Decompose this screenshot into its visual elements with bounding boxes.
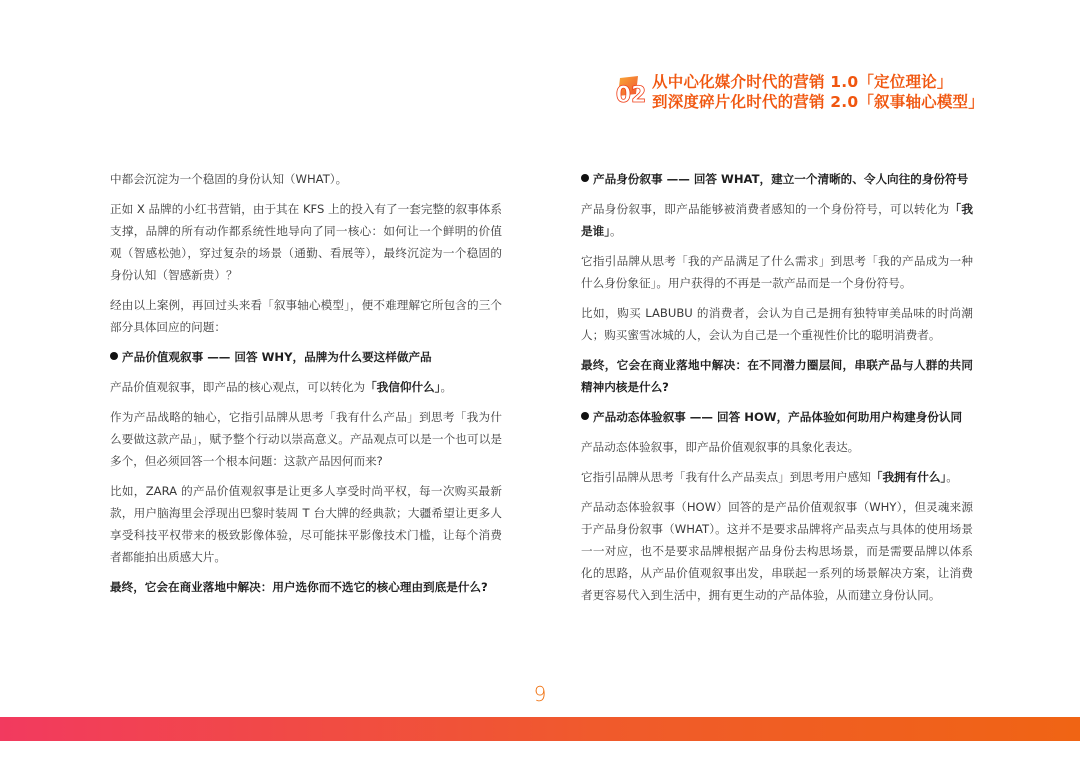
subsection-heading [110,346,502,368]
paragraph: 产品动态体验叙事（HOW）回答的是产品价值观叙事（WHY），但灵魂来源于产品身份叙事（WHAT）。这并不是要求品牌将产品卖点与具体的使用场景一一对应，也不是要求品牌根据产品身份去构思场景，而是需要品牌以体系化的思路，从产品价值观叙事出发，串联起一系列的场景解决方案，让消费者更容易代入到生活中，拥有更生动的产品体验，从而建立身份认同。 [581,500,973,602]
paragraph: 比如，ZARA 的产品价值观叙事是让更多人享受时尚平权，每一次购买最新款，用户脑海里会浮现出巴黎时装周 T 台大牌的经典款；大疆希望让更多人享受科技平权带来的极致影像体验，尽可能抹平影像技术门槛，让每个消费者都能拍出质感大片。 [110,484,502,564]
bullet-icon [110,352,118,360]
badge-02-icon [612,74,650,110]
section-title [652,72,1012,112]
left-column [110,168,502,606]
section-title-line-2: 到深度碎片化时代的营销 2.0「叙事轴心模型」 [652,93,984,111]
paragraph: 它指引品牌从思考「我的产品满足了什么需求」到思考「我的产品成为一种什么身份象征」。用户获得的不再是一款产品而是一个身份符号。 [581,254,973,290]
footer-gradient-bar [0,717,1080,741]
paragraph: 中都会沉淀为一个稳固的身份认知（WHAT）。 [110,172,348,186]
badge-number: 02 [615,83,647,108]
paragraph: 正如 X 品牌的小红书营销，由于其在 KFS 上的投入有了一套完整的叙事体系支撑，品牌的所有动作都系统性地导向了同一核心：如何让一个鲜明的价值观（智感松弛），穿过复杂的场景（通勤、看展等），最终沉淀为一个稳固的身份认知（智感新贵）？ [110,202,502,282]
paragraph-end: 。 [946,470,958,484]
subsection-heading [581,168,973,190]
page-number: 9 [533,682,547,706]
paragraph-text: 它指引品牌从思考「我有什么产品卖点」到思考用户感知 [581,470,871,484]
paragraph [110,376,502,398]
bullet-icon [581,174,589,182]
emphasis-text: 「我拥有什么」 [870,470,947,484]
paragraph: 作为产品战略的轴心，它指引品牌从思考「我有什么产品」到思考「我为什么要做这款产品」，赋予整个行动以崇高意义。产品观点可以是一个也可以是多个，但必须回答一个根本问题：这款产品因何而来? [110,410,502,468]
paragraph-text: 产品价值观叙事，即产品的核心观点，可以转化为 [110,380,366,394]
section-title-line-1: 从中心化媒介时代的营销 1.0「定位理论」 [652,73,953,91]
subsection-heading [581,406,973,428]
paragraph-end: 。 [440,380,453,394]
right-column [581,168,973,614]
bullet-icon [581,412,589,420]
emphasis-text: 「我信仰什么」 [365,380,441,394]
subsection-heading-text: 产品价值观叙事 —— 回答 WHY，品牌为什么要这样做产品 [122,350,432,364]
paragraph: 经由以上案例，再回过头来看「叙事轴心模型」，便不难理解它所包含的三个部分具体回应的问题： [110,298,502,334]
subsection-heading-text: 产品身份叙事 —— 回答 WHAT，建立一个清晰的、令人向往的身份符号 [593,172,969,186]
paragraph-end: 。 [609,224,622,238]
section-header [612,72,1012,120]
conclusion-paragraph: 最终，它会在商业落地中解决：用户选你而不选它的核心理由到底是什么? [110,580,488,594]
emphasis-text: 「我是谁」 [581,202,973,238]
paragraph: 比如，购买 LABUBU 的消费者，会认为自己是拥有独特审美品味的时尚潮人；购买蜜雪冰城的人，会认为自己是一个重视性价比的聪明消费者。 [581,306,973,342]
paragraph [581,466,973,488]
section-number-badge [612,74,650,110]
paragraph: 产品动态体验叙事，即产品价值观叙事的具象化表达。 [581,440,860,454]
subsection-heading-text: 产品动态体验叙事 —— 回答 HOW，产品体验如何助用户构建身份认同 [593,410,963,424]
paragraph-text: 产品身份叙事，即产品能够被消费者感知的一个身份符号，可以转化为 [581,202,950,216]
paragraph [581,198,973,242]
conclusion-paragraph: 最终，它会在商业落地中解决：在不同潜力圈层间，串联产品与人群的共同精神内核是什么? [581,358,973,394]
